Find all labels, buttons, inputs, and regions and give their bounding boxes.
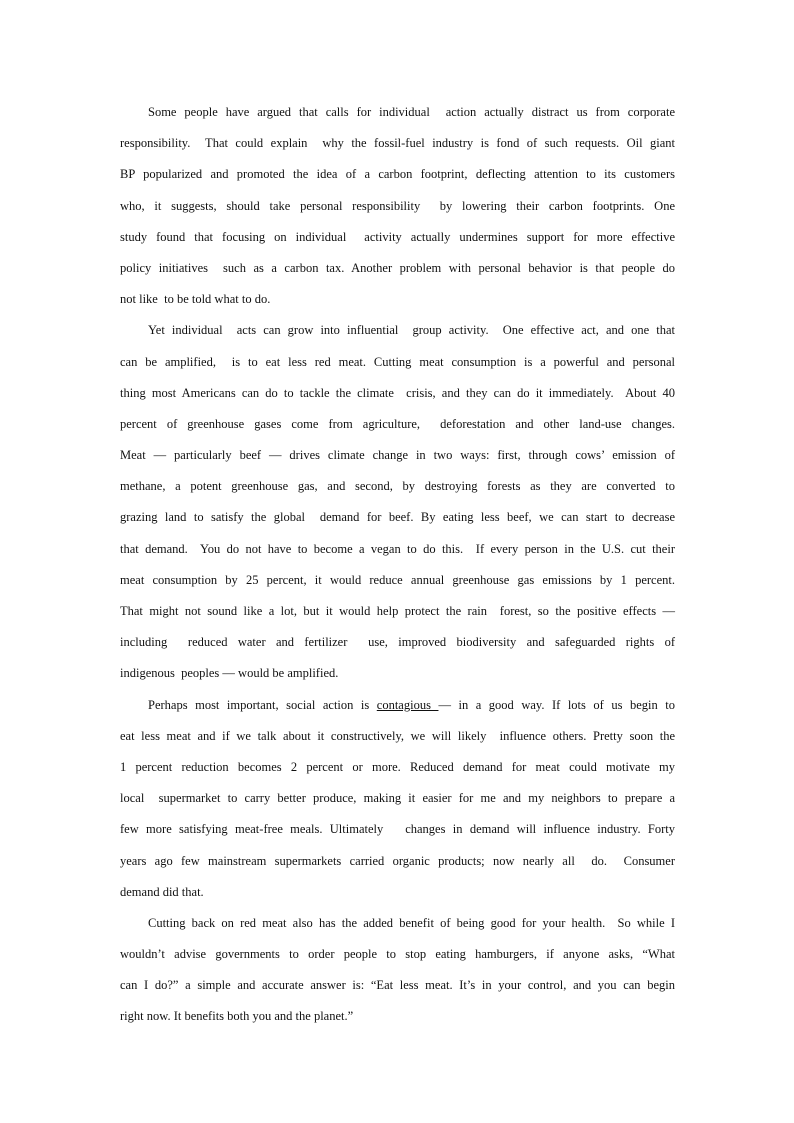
- text-line: few more satisfying meat-free meals. Ultimately changes in demand will influence industry. Forty: [120, 822, 675, 837]
- text-line: 1 percent reduction becomes 2 percent or more. Reduced demand for meat could motivate my: [120, 759, 675, 774]
- text-line: BP popularized and promoted the idea of a carbon footprint, deflecting attention to its customers: [120, 167, 675, 182]
- text-line: including reduced water and fertilizer use, improved biodiversity and safeguarded rights of: [120, 635, 675, 650]
- text-line: local supermarket to carry better produce, making it easier for me and my neighbors to prepare a: [120, 791, 675, 806]
- text-line: thing most Americans can do to tackle the climate crisis, and they can do it immediately. About 40: [120, 385, 675, 400]
- text-line: percent of greenhouse gases come from agriculture, deforestation and other land-use changes.: [120, 416, 675, 431]
- text-line: Cutting back on red meat also has the added benefit of being good for your health. So while I: [148, 915, 675, 930]
- contagious-link[interactable]: contagious: [376, 697, 439, 712]
- text-line: not like to be told what to do.: [120, 292, 271, 307]
- text-line: who, it suggests, should take personal responsibility by lowering their carbon footprints. One: [120, 198, 675, 213]
- text-segment: — in a good way. If lots of us begin to: [438, 697, 675, 712]
- text-line: study found that focusing on individual activity actually undermines support for more effective: [120, 229, 675, 244]
- paragraph-2: [120, 315, 675, 689]
- text-line: [120, 690, 675, 721]
- text-line: responsibility. That could explain why the fossil-fuel industry is fond of such requests. Oil giant: [120, 136, 675, 151]
- text-line: grazing land to satisfy the global demand for beef. By eating less beef, we can start to decrease: [120, 510, 675, 525]
- text-line: right now. It benefits both you and the planet.”: [120, 1009, 354, 1024]
- text-line: That might not sound like a lot, but it would help protect the rain forest, so the positive effects —: [120, 604, 675, 618]
- text-segment: Perhaps most important, social action is: [148, 697, 377, 712]
- paragraph-1: [120, 97, 675, 315]
- document-body: [120, 97, 675, 1033]
- text-line: that demand. You do not have to become a vegan to do this. If every person in the U.S. cut their: [120, 541, 675, 556]
- text-line: meat consumption by 25 percent, it would reduce annual greenhouse gas emissions by 1 percent.: [120, 572, 675, 587]
- paragraph-4: [120, 908, 675, 1033]
- text-line: indigenous peoples — would be amplified.: [120, 666, 339, 681]
- text-line: demand did that.: [120, 884, 204, 899]
- text-line: Meat — particularly beef — drives climate change in two ways: first, through cows’ emission of: [120, 448, 675, 463]
- text-line: policy initiatives such as a carbon tax. Another problem with personal behavior is that people do: [120, 260, 675, 275]
- text-line: eat less meat and if we talk about it constructively, we will likely influence others. Pretty soon the: [120, 728, 675, 743]
- text-line: years ago few mainstream supermarkets carried organic products; now nearly all do. Consumer: [120, 853, 675, 868]
- paragraph-3: [120, 690, 675, 908]
- text-line: can I do?” a simple and accurate answer is: “Eat less meat. It’s in your control, and you can begin: [120, 978, 675, 993]
- text-line: Some people have argued that calls for individual action actually distract us from corporate: [148, 105, 675, 119]
- text-line: wouldn’t advise governments to order people to stop eating hamburgers, if anyone asks, “What: [120, 947, 675, 962]
- text-line: Yet individual acts can grow into influential group activity. One effective act, and one that: [148, 323, 675, 338]
- text-line: can be amplified, is to eat less red meat. Cutting meat consumption is a powerful and personal: [120, 354, 675, 369]
- text-line: methane, a potent greenhouse gas, and second, by destroying forests as they are converted to: [120, 479, 675, 494]
